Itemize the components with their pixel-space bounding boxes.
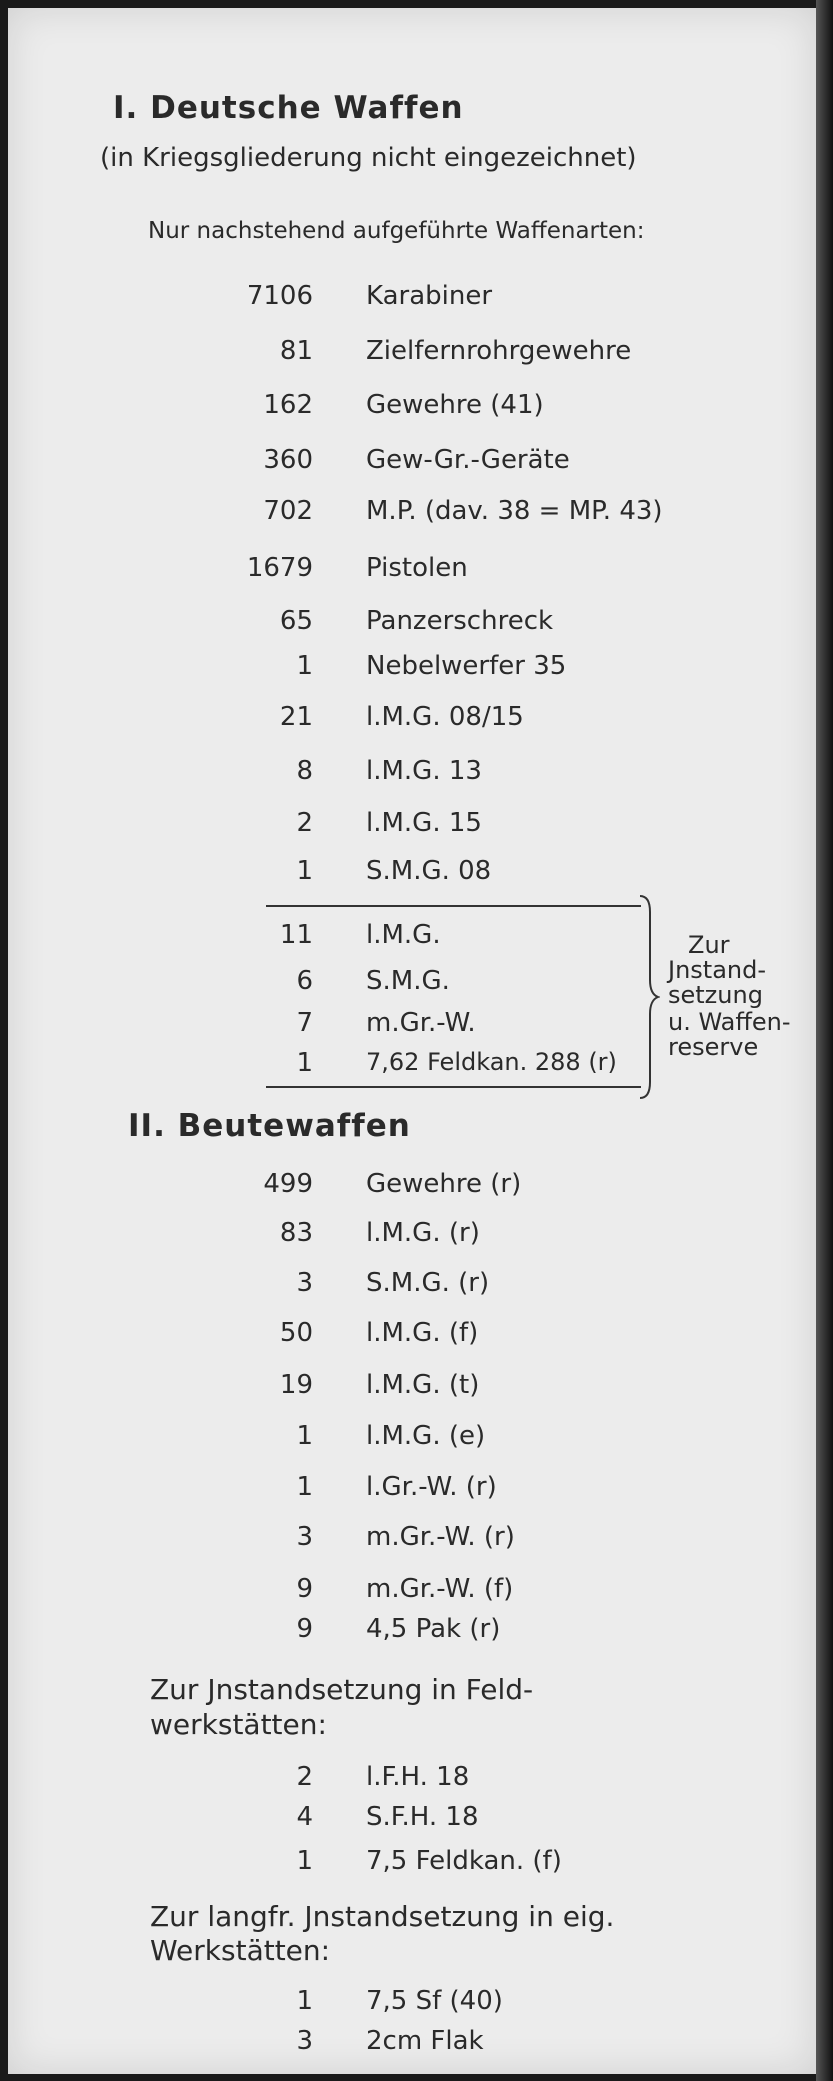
weapon-name: Pistolen — [366, 553, 468, 583]
quantity: 7106 — [246, 281, 313, 311]
quantity: 50 — [279, 1318, 313, 1348]
quantity: 1 — [296, 1421, 313, 1451]
quantity: 8 — [296, 756, 313, 786]
weapon-name: 7,62 Feldkan. 288 (r) — [366, 1048, 617, 1076]
weapon-name: Gewehre (r) — [366, 1169, 522, 1199]
quantity: 19 — [279, 1370, 313, 1400]
quantity: 1 — [296, 1846, 313, 1876]
quantity: 1 — [296, 1472, 313, 1502]
quantity: 1 — [296, 1048, 313, 1078]
weapon-name: Nebelwerfer 35 — [366, 651, 567, 681]
quantity: 360 — [263, 445, 313, 475]
section-heading: I. Deutsche Waffen — [113, 90, 464, 126]
weapon-name: m.Gr.-W. — [366, 1008, 476, 1038]
weapon-name: l.M.G. (f) — [366, 1318, 479, 1348]
weapon-name: l.M.G. (r) — [366, 1218, 480, 1248]
reserve-note-line: u. Waffen- — [668, 1008, 791, 1036]
own-note-line: Werkstätten: — [150, 1934, 331, 1967]
quantity: 499 — [263, 1169, 313, 1199]
quantity: 21 — [279, 702, 313, 732]
weapon-name: l.M.G. (e) — [366, 1421, 486, 1451]
weapon-name: l.M.G. (t) — [366, 1370, 480, 1400]
weapon-name: 7,5 Feldkan. (f) — [366, 1846, 562, 1876]
reserve-note-line: Jnstand- — [668, 956, 767, 984]
quantity: 3 — [296, 1268, 313, 1298]
quantity: 65 — [279, 606, 313, 636]
weapon-name: Panzerschreck — [366, 606, 554, 636]
section-subheading: (in Kriegsgliederung nicht eingezeichnet) — [100, 143, 637, 173]
reserve-note-line: setzung — [668, 981, 763, 1009]
quantity: 6 — [296, 966, 313, 996]
quantity: 11 — [279, 920, 313, 950]
quantity: 1 — [296, 1986, 313, 2016]
weapon-name: l.M.G. 15 — [366, 808, 482, 838]
page-edge-shadow — [816, 0, 833, 2081]
document-page — [8, 8, 816, 2074]
quantity: 2 — [296, 808, 313, 838]
quantity: 83 — [279, 1218, 313, 1248]
weapon-name: l.F.H. 18 — [366, 1762, 470, 1792]
quantity: 162 — [263, 390, 313, 420]
weapon-name: S.M.G. 08 — [366, 856, 492, 886]
weapon-name: Gewehre (41) — [366, 390, 544, 420]
weapon-name: M.P. (dav. 38 = MP. 43) — [366, 496, 663, 526]
weapon-name: l.Gr.-W. (r) — [366, 1472, 497, 1502]
field-note-line: werkstätten: — [150, 1708, 327, 1741]
weapon-name: Zielfernrohrgewehre — [366, 336, 632, 366]
weapon-name: S.F.H. 18 — [366, 1802, 479, 1832]
weapon-name: 7,5 Sf (40) — [366, 1986, 503, 2016]
field-note-line: Zur Jnstandsetzung in Feld- — [150, 1673, 534, 1706]
quantity: 3 — [296, 2026, 313, 2056]
quantity: 7 — [296, 1008, 313, 1038]
quantity: 1 — [296, 651, 313, 681]
weapon-name: l.M.G. 08/15 — [366, 702, 524, 732]
own-note-line: Zur langfr. Jnstandsetzung in eig. — [150, 1900, 615, 1933]
reserve-note-line: reserve — [668, 1033, 759, 1061]
weapon-name: S.M.G. (r) — [366, 1268, 490, 1298]
weapon-name: 2cm Flak — [366, 2026, 484, 2056]
weapon-name: l.M.G. 13 — [366, 756, 482, 786]
weapon-name: Gew-Gr.-Geräte — [366, 445, 570, 475]
weapon-name: m.Gr.-W. (r) — [366, 1522, 515, 1552]
quantity: 4 — [296, 1802, 313, 1832]
quantity: 81 — [279, 336, 313, 366]
quantity: 3 — [296, 1522, 313, 1552]
weapon-name: l.M.G. — [366, 920, 441, 950]
reserve-note-line: Zur — [688, 931, 730, 959]
divider-rule — [266, 905, 641, 907]
quantity: 1 — [296, 856, 313, 886]
quantity: 9 — [296, 1614, 313, 1644]
brace — [636, 892, 660, 1102]
quantity: 9 — [296, 1574, 313, 1604]
weapon-name: Karabiner — [366, 281, 493, 311]
section-heading: II. Beutewaffen — [128, 1108, 411, 1144]
divider-rule — [266, 1086, 641, 1088]
weapon-name: m.Gr.-W. (f) — [366, 1574, 514, 1604]
weapon-name: 4,5 Pak (r) — [366, 1614, 501, 1644]
quantity: 1679 — [246, 553, 313, 583]
intro-text: Nur nachstehend aufgeführte Waffenarten: — [148, 218, 645, 244]
weapon-name: S.M.G. — [366, 966, 450, 996]
quantity: 2 — [296, 1762, 313, 1792]
quantity: 702 — [263, 496, 313, 526]
